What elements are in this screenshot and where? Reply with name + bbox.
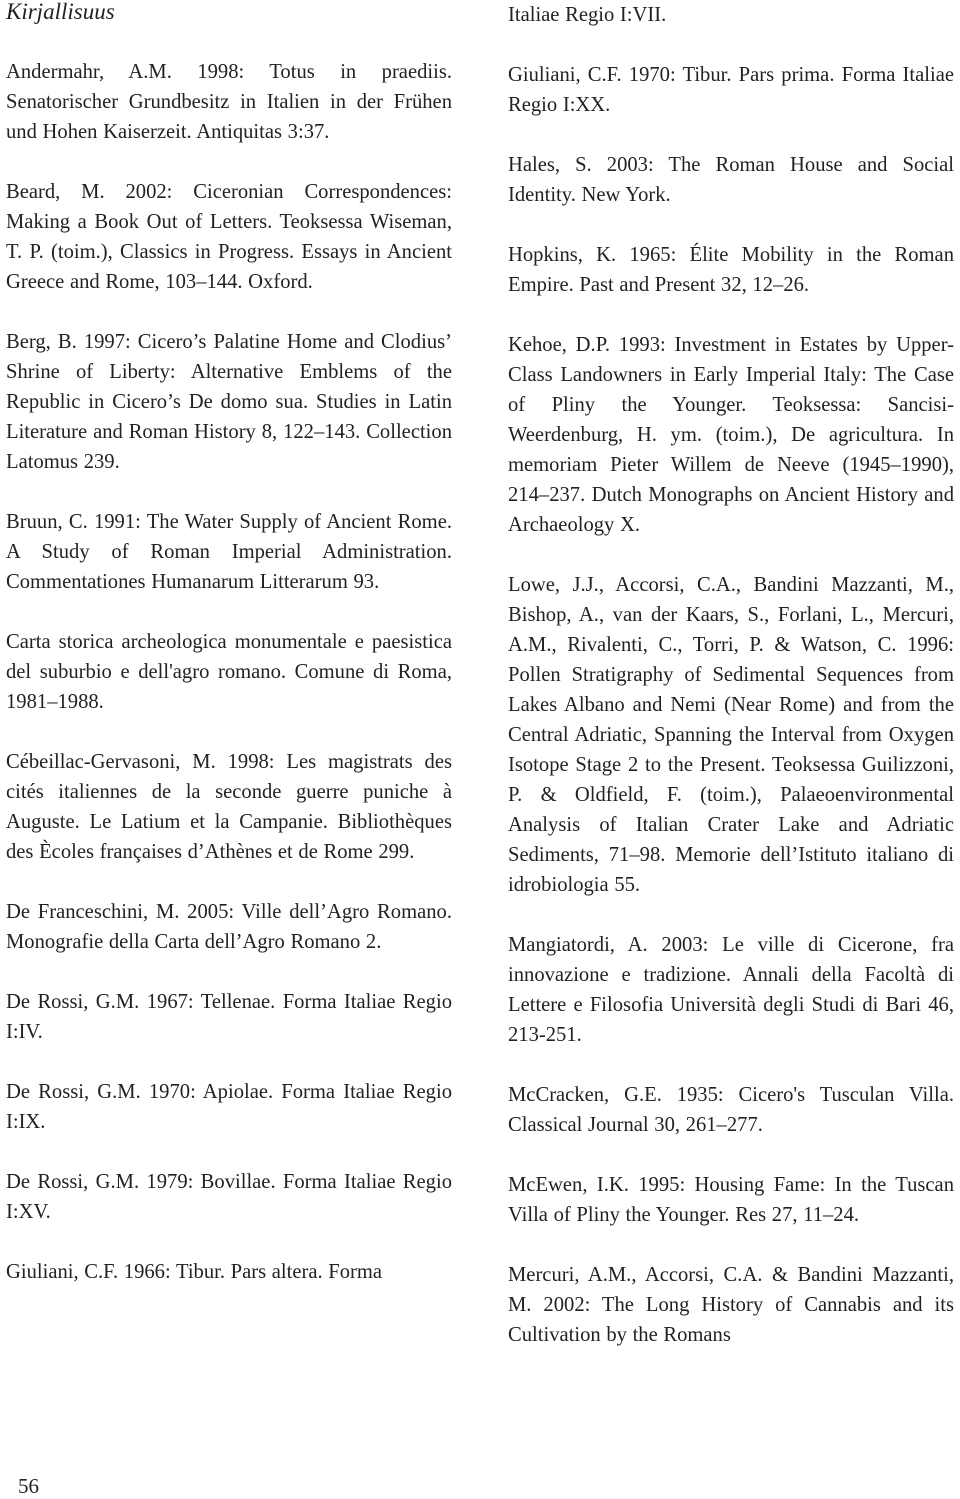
bibliography-entry: Giuliani, C.F. 1966: Tibur. Pars altera. Forma xyxy=(6,1261,383,1283)
bibliography-column-right xyxy=(508,0,954,1350)
bibliography-entry: Hales, S. 2003: The Roman House and Social Identity. New York. xyxy=(508,154,954,206)
bibliography-entry: Mercuri, A.M., Accorsi, C.A. & Bandini Mazzanti, M. 2002: The Long History of Cannabis and its Cultivation by the Romans xyxy=(508,1264,954,1346)
bibliography-entry: Mangiatordi, A. 2003: Le ville di Cicerone, fra innovazione e tradizione. Annali della Facoltà di Lettere e Filosofia Università degli Studi di Bari 46, 213-251. xyxy=(508,934,954,1046)
bibliography-entry: Italiae Regio I:VII. xyxy=(508,4,667,26)
bibliography-entry: Bruun, C. 1991: The Water Supply of Ancient Rome. A Study of Roman Imperial Administration. Commentationes Humanarum Litterarum 93. xyxy=(6,511,452,593)
page-number: 56 xyxy=(18,1474,39,1498)
bibliography-entry: De Rossi, G.M. 1970: Apiolae. Forma Italiae Regio I:IX. xyxy=(6,1081,452,1133)
bibliography-entry: Giuliani, C.F. 1970: Tibur. Pars prima. Forma Italiae Regio I:XX. xyxy=(508,64,954,116)
bibliography-entry: Andermahr, A.M. 1998: Totus in praediis. Senatorischer Grundbesitz in Italien in der Frühen und Hohen Kaiserzeit. Antiquitas 3:37. xyxy=(6,61,452,143)
page-heading: Kirjallisuus xyxy=(6,0,115,24)
bibliography-entry: De Rossi, G.M. 1967: Tellenae. Forma Italiae Regio I:IV. xyxy=(6,991,452,1043)
bibliography-entry: McCracken, G.E. 1935: Cicero's Tusculan Villa. Classical Journal 30, 261–277. xyxy=(508,1084,954,1136)
bibliography-entry: Berg, B. 1997: Cicero’s Palatine Home and Clodius’ Shrine of Liberty: Alternative Emblems of the Republic in Cicero’s De domo sua. Studies in Latin Literature and Roman History 8, 122–143. Collection Latomus 239. xyxy=(6,331,452,473)
bibliography-entry: Hopkins, K. 1965: Élite Mobility in the Roman Empire. Past and Present 32, 12–26. xyxy=(508,244,954,296)
bibliography-entry: Beard, M. 2002: Ciceronian Correspondences: Making a Book Out of Letters. Teoksessa Wiseman, T. P. (toim.), Classics in Progress. Essays in Ancient Greece and Rome, 103–144. Oxford. xyxy=(6,181,452,293)
bibliography-entry: Lowe, J.J., Accorsi, C.A., Bandini Mazzanti, M., Bishop, A., van der Kaars, S., Forlani, L., Mercuri, A.M., Rivalenti, C., Torri, P. & Watson, C. 1996: Pollen Stratigraphy of Sedimental Sequences from Lakes Albano and Nemi (Near Rome) and from the Central Adriatic, Spanning the Interval from Oxygen Isotope Stage 2 to the Present. Teoksessa Guilizzoni, P. & Oldfield, F. (toim.), Palaeoenvironmental Analysis of Italian Crater Lake and Adriatic Sediments, 71–98. Memorie dell’Istituto italiano di idrobiologia 55. xyxy=(508,574,954,896)
bibliography-entry: De Franceschini, M. 2005: Ville dell’Agro Romano. Monografie della Carta dell’Agro Romano 2. xyxy=(6,901,452,953)
bibliography-entry: Cébeillac-Gervasoni, M. 1998: Les magistrats des cités italiennes de la seconde guerre puniche à Auguste. Le Latium et la Campanie. Bibliothèques des Ècoles françaises d’Athènes et de Rome 299. xyxy=(6,751,452,863)
bibliography-column-left xyxy=(6,57,452,1287)
bibliography-entry: McEwen, I.K. 1995: Housing Fame: In the Tuscan Villa of Pliny the Younger. Res 27, 11–24. xyxy=(508,1174,954,1226)
bibliography-entry: De Rossi, G.M. 1979: Bovillae. Forma Italiae Regio I:XV. xyxy=(6,1171,452,1223)
bibliography-entry: Kehoe, D.P. 1993: Investment in Estates by Upper-Class Landowners in Early Imperial Italy: The Case of Pliny the Younger. Teoksessa: Sancisi-Weerdenburg, H. ym. (toim.), De agricultura. In memoriam Pieter Willem de Neeve (1945–1990), 214–237. Dutch Monographs on Ancient History and Archaeology X. xyxy=(508,334,954,536)
bibliography-entry: Carta storica archeologica monumentale e paesistica del suburbio e dell'agro romano. Comune di Roma, 1981–1988. xyxy=(6,631,452,713)
